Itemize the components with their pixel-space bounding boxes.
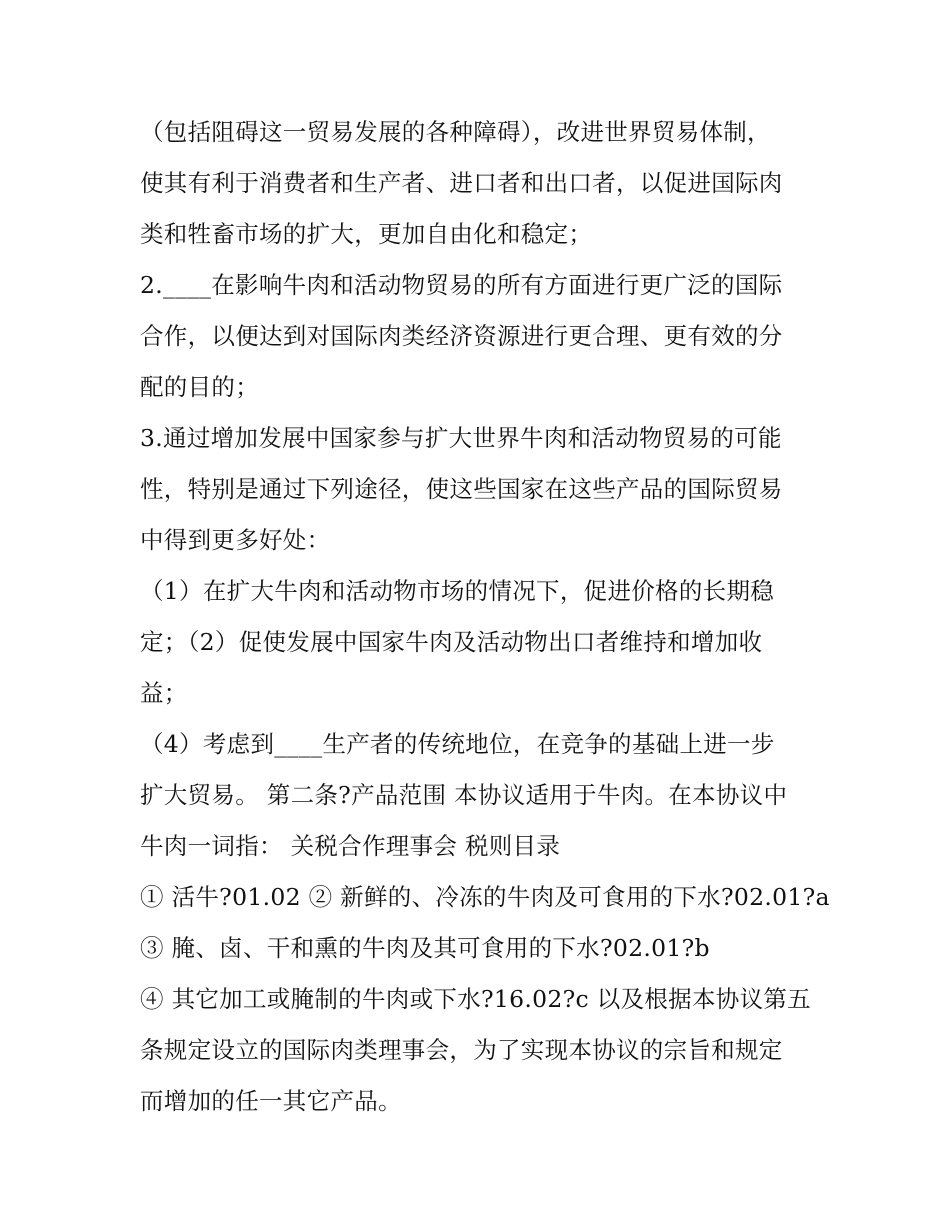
text-line: （1）在扩大牛肉和活动物市场的情况下，促进价格的长期稳 — [140, 577, 775, 605]
text-line: ④ 其它加工或腌制的牛肉或下水?16.02?c 以及根据本协议第五 — [140, 985, 811, 1013]
text-line: ① 活牛?01.02 ② 新鲜的、冷冻的牛肉及可食用的下水?02.01?a — [140, 883, 830, 911]
text-line: 条规定设立的国际肉类理事会，为了实现本协议的宗旨和规定 — [140, 1036, 783, 1064]
text-line: 合作，以便达到对国际肉类经济资源进行更合理、更有效的分 — [140, 322, 783, 350]
text-line: 益； — [140, 679, 188, 707]
text-line: 3.通过增加发展中国家参与扩大世界牛肉和活动物贸易的可能 — [140, 424, 782, 452]
document-page — [140, 107, 830, 1127]
text-line: 类和牲畜市场的扩大，更加自由化和稳定； — [140, 220, 593, 248]
text-line: 配的目的； — [140, 373, 259, 401]
text-line: 中得到更多好处： — [140, 526, 331, 554]
text-line: 定；（2）促使发展中国家牛肉及活动物出口者维持和增加收 — [140, 628, 763, 656]
text-line: 而增加的任一其它产品。 — [140, 1087, 402, 1115]
text-line: 使其有利于消费者和生产者、进口者和出口者，以促进国际肉 — [140, 169, 783, 197]
text-line: （4）考虑到____生产者的传统地位，在竞争的基础上进一步 — [140, 730, 775, 758]
text-line: ③ 腌、卤、干和熏的牛肉及其可食用的下水?02.01?b — [140, 934, 710, 962]
text-line: 牛肉一词指： 关税合作理事会 税则目录 — [140, 832, 561, 860]
text-line: （包括阻碍这一贸易发展的各种障碍），改进世界贸易体制， — [140, 118, 771, 146]
text-line: 扩大贸易。 第二条?产品范围 本协议适用于牛肉。在本协议中 — [140, 781, 788, 809]
text-line: 2.____在影响牛肉和活动物贸易的所有方面进行更广泛的国际 — [140, 271, 783, 299]
text-line: 性，特别是通过下列途径，使这些国家在这些产品的国际贸易 — [140, 475, 783, 503]
